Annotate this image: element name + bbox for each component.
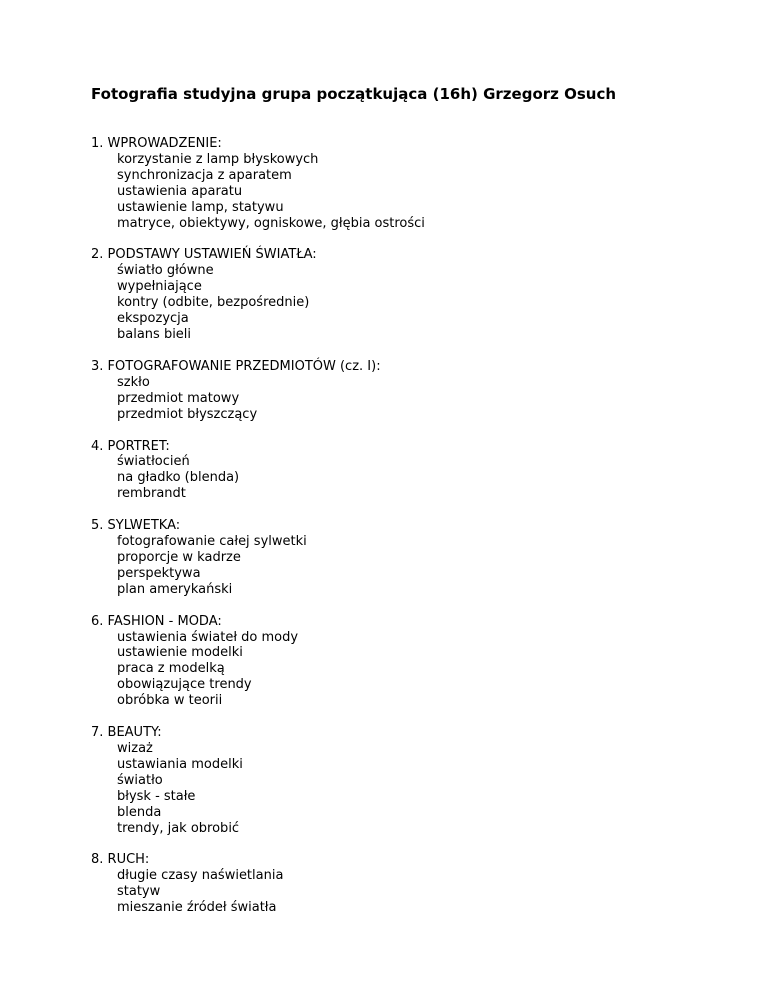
list-item: wizaż <box>117 741 153 756</box>
section-introduction <box>91 136 425 231</box>
list-item: praca z modelką <box>117 661 225 677</box>
item-list <box>91 152 425 232</box>
list-item: obowiązujące trendy <box>117 677 252 693</box>
item-list <box>91 375 425 423</box>
section-heading: 8. RUCH: <box>91 852 150 868</box>
list-item: mieszanie źródeł światła <box>117 900 277 916</box>
section-heading: 2. PODSTAWY USTAWIEŃ ŚWIATŁA: <box>91 247 317 263</box>
section-heading: 4. PORTRET: <box>91 438 170 454</box>
section-portrait <box>91 439 425 503</box>
section-list <box>91 136 425 932</box>
section-object-photography <box>91 359 425 423</box>
item-list <box>91 263 425 343</box>
list-item: obróbka w teorii <box>117 693 223 709</box>
list-item: światło główne <box>117 263 214 279</box>
section-heading: 7. BEAUTY: <box>91 725 162 741</box>
list-item: kontry (odbite, bezpośrednie) <box>117 295 310 311</box>
section-motion <box>91 852 425 916</box>
item-list <box>91 741 425 836</box>
section-heading: 1. WPROWADZENIE: <box>91 136 222 151</box>
section-beauty <box>91 725 425 836</box>
list-item: ustawienie lamp, statywu <box>117 199 284 215</box>
section-heading: 5. SYLWETKA: <box>91 518 181 534</box>
item-list <box>91 454 425 502</box>
list-item: wypełniające <box>117 279 202 295</box>
section-heading: 3. FOTOGRAFOWANIE PRZEDMIOTÓW (cz. I): <box>91 358 381 374</box>
list-item: na gładko (blenda) <box>117 470 240 486</box>
list-item: przedmiot matowy <box>117 390 240 406</box>
section-heading: 6. FASHION - MODA: <box>91 613 222 629</box>
list-item: plan amerykański <box>117 581 233 597</box>
list-item: rembrandt <box>117 486 186 502</box>
section-silhouette <box>91 518 425 598</box>
list-item: synchronizacja z aparatem <box>117 167 292 183</box>
list-item: trendy, jak obrobić <box>117 820 240 836</box>
document-title: Fotografia studyjna grupa początkująca (16h) Grzegorz Osuch <box>91 85 617 103</box>
list-item: proporcje w kadrze <box>117 549 241 565</box>
list-item: balans bieli <box>117 326 192 342</box>
section-lighting-basics <box>91 247 425 342</box>
section-fashion <box>91 614 425 709</box>
list-item: perspektywa <box>117 565 201 581</box>
list-item: statyw <box>117 884 161 900</box>
list-item: blenda <box>117 804 162 820</box>
list-item: ustawienia świateł do mody <box>117 629 299 645</box>
item-list <box>91 534 425 598</box>
item-list <box>91 868 425 916</box>
list-item: fotografowanie całej sylwetki <box>117 534 307 550</box>
list-item: światło <box>117 772 163 788</box>
list-item: światłocień <box>117 454 190 470</box>
list-item: ustawiania modelki <box>117 756 243 772</box>
list-item: ustawienie modelki <box>117 645 243 661</box>
list-item: błysk - stałe <box>117 788 196 804</box>
list-item: przedmiot błyszczący <box>117 406 258 422</box>
list-item: długie czasy naświetlania <box>117 868 284 884</box>
item-list <box>91 630 425 710</box>
list-item: korzystanie z lamp błyskowych <box>117 151 319 167</box>
list-item: szkło <box>117 374 150 390</box>
list-item: ustawienia aparatu <box>117 183 243 199</box>
list-item: ekspozycja <box>117 311 189 327</box>
list-item: matryce, obiektywy, ogniskowe, głębia ostrości <box>117 215 425 231</box>
